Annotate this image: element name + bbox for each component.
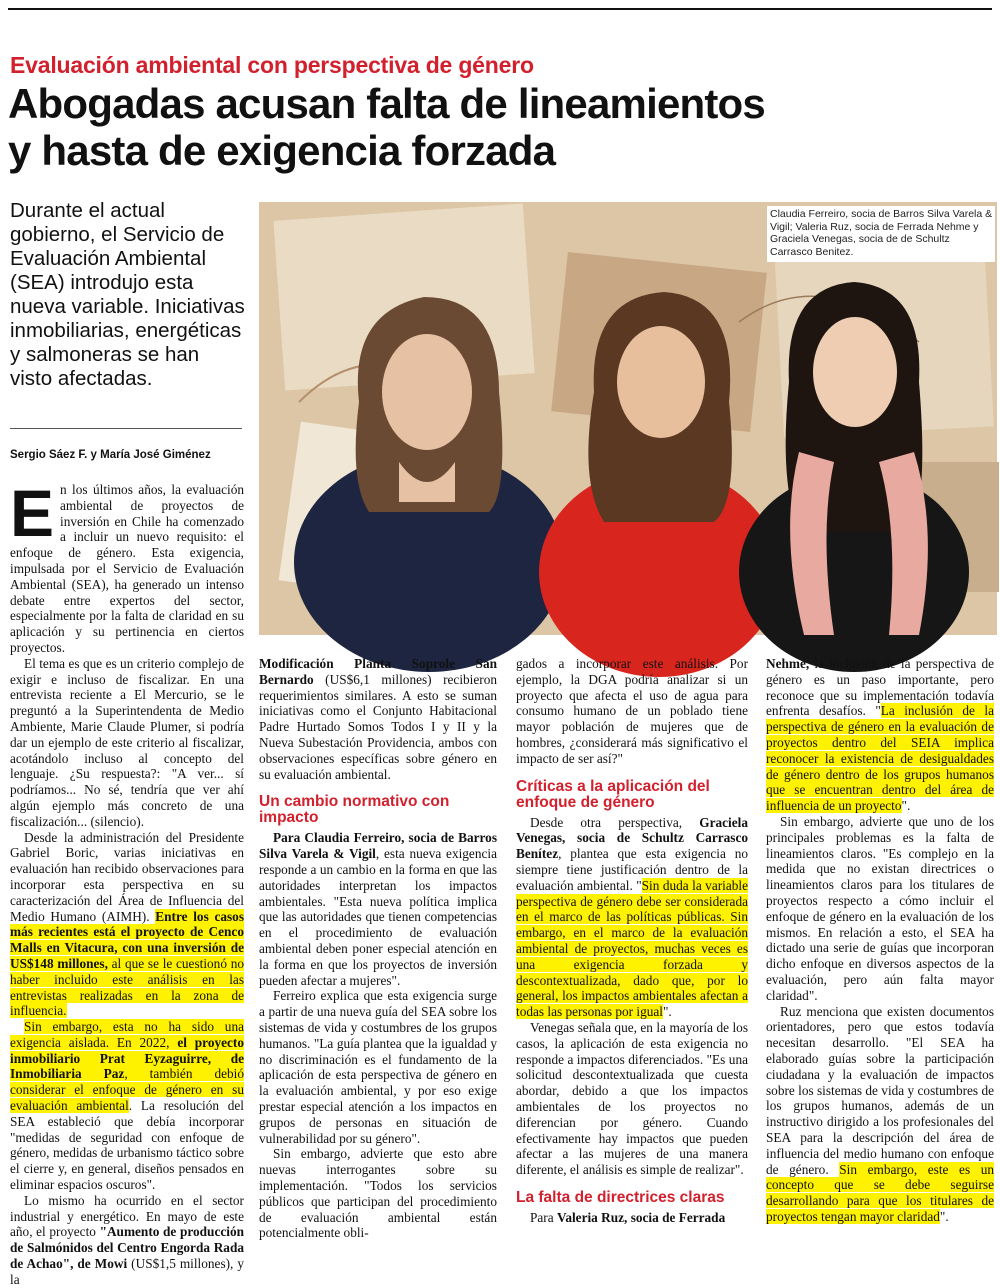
paragraph: Venegas señala que, en la mayoría de los casos, la aplicación de esta exigencia no responde a impactos diferenciados. "Es una solicitud descontextualizada que cuesta abordar, debido a que los impactos ambientales de los proyectos no diferencian por género. Cuando efectivamente hay impactos que pueden afectar a las mujeres de una manera diferente, el análisis es simple de realizar". — [516, 1019, 748, 1178]
paragraph: Sin embargo, advierte que esto abre nuevas interrogantes sobre su implementación. "Todos los servicios públicos que participan del procedimiento de evaluación ambiental están potencialmente obli- — [259, 1146, 497, 1241]
top-rule — [8, 8, 992, 10]
paragraph: Para Valeria Ruz, socia de Ferrada — [530, 1209, 726, 1225]
photo-illustration — [259, 202, 997, 635]
paragraph: Desde otra perspectiva, Graciela Venegas, socia de Schultz Carrasco Benítez, plantea que esta exigencia no siempre tiene justificación dentro de la evaluación ambiental. "Sin duda la variable perspectiva de género debe ser considerada en el marco de las políticas públicas. Sin embargo, en el marco de la evaluación ambiental de proyectos, muchas veces es una exigencia forzada y descontextualizada, dado que, por lo general, los impactos ambientales afectan a todas las personas por igual". — [516, 814, 748, 1020]
byline: Sergio Sáez F. y María José Giménez — [10, 449, 211, 461]
highlight: Sin embargo, este es un concepto que se debe seguirse desarrollando para que los titulares de proyectos tengan mayor claridad — [766, 1161, 995, 1224]
paragraph: El tema es que es un criterio complejo de exigir e incluso de fiscalizar. En una entrevista reciente a El Mercurio, se le preguntó a la Superintendenta de Medio Ambiente, Marie Claude Plumer, si podría dar un ejemplo de este criterio al fiscalizar, acotándolo incluso al concepto del lenguaje. ¿Su respuesta?: "A ver... sí podríamos... No sé, tendría que ver ahí algún ejemplo más concreto de una fiscalización... (silencio). — [10, 655, 244, 829]
paragraph: gados a incorporar este análisis. Por ejemplo, la DGA podría analizar si un proyecto que afecta el uso de agua para consumo humano de un poblado tiene mayor población de mujeres que de hombres, ¿considerará más significativo el impacto de ser así?" — [516, 656, 748, 766]
paragraph: Nehme, la inclusión de la perspectiva de género es un paso importante, pero reconoce que su implementación todavía enfrenta desafíos. "La inclusión de la perspectiva de género en la evaluación de proyectos dentro del SEIA implica reconocer la existencia de desigualdades de género dentro de los grupos humanos que se encuentran dentro del área de influencia de un proyecto". — [766, 656, 994, 814]
subheading: La falta de directrices claras — [516, 1188, 725, 1206]
highlight: La inclusión de la perspectiva de género en la evaluación de proyectos dentro del SEIA implica reconocer la existencia de desigualdades de género dentro de los grupos humanos que se encuentran dentro del área de influencia de un proyecto — [766, 703, 994, 814]
paragraph: Desde la administración del Presidente Gabriel Boric, varias iniciativas en evaluación han recibido observaciones para incorporar esta perspectiva en su caracterización del Área de Influencia del Medio Humano (AIMH). Entre los casos más recientes está el proyecto de Cenco Malls en Vitacura, con una inversión de US$148 millones, al que se le cuestionó no haber incluido este análisis en las entrevistas realizadas en la zona de influencia. — [10, 829, 244, 1019]
paragraph: Lo mismo ha ocurrido en el sector industrial y energético. En mayo de este año, el proyecto "Aumento de producción de Salmónidos del Centro Engorda Rada de Achao", de Mowi (US$1,5 millones), y la — [10, 1192, 245, 1287]
highlight: Entre los casos más recientes está el proyecto de Cenco Malls en Vitacura, con una inversión de US$148 millones, al que se le cuestionó no haber incluido este análisis en las entrevistas realizadas en la zona de influencia. — [10, 908, 244, 1019]
article-photo — [259, 202, 997, 635]
body-column-1 — [10, 476, 245, 1288]
drop-cap: E — [10, 476, 55, 550]
paragraph: Para Claudia Ferreiro, socia de Barros Silva Varela & Vigil, esta nueva exigencia responde a un cambio en la forma en que las autoridades interpretan los impactos ambientales. "Esta nueva política implica que las autoridades que tienen competencias en el procedimiento de evaluación ambiental deben poner especial atención en la forma en que los proyectos de inversión pueden afectar a mujeres". — [259, 830, 497, 988]
deck: Durante el actual gobierno, el Servicio de Evaluación Ambiental (SEA) introdujo esta nueva variable. Iniciativas inmobiliarias, energéticas y salmoneras se han visto afectadas. — [10, 199, 245, 390]
paragraph: Sin embargo, esta no ha sido una exigencia aislada. En 2022, el proyecto inmobiliario Prat Eyzaguirre, de Inmobiliaria Paz, también debió considerar el enfoque de género en su evaluación ambiental. La resolución del SEA estableció que debía incorporar "medidas de seguridad con enfoque de género, medidas de urbanismo táctico sobre el cierre y, en general, diseños pensados en eliminar espacios oscuros". — [10, 1019, 245, 1193]
headline-line-2: y hasta de exigencia forzada — [8, 127, 556, 174]
body-column-3 — [516, 656, 748, 1226]
headline — [8, 80, 988, 174]
paragraph: Modificación Planta Soprole San Bernardo (US$6,1 millones) recibieron requerimientos similares. A esto se suman iniciativas como el Conjunto Habitacional Padre Hurtado Somos Todos I y II y la Nueva Subestación Providencia, ambos con observaciones específicas sobre género en su evaluación ambiental. — [259, 656, 497, 782]
subheading: Un cambio normativo con impacto — [259, 793, 450, 827]
paragraph: Sin embargo, advierte que uno de los principales problemas es la falta de lineamientos claros. "Es complejo en la medida que no existan directrices o lineamientos claros para los titulares de proyectos respecto a cómo incluir el enfoque de género en la evaluación de los mismos. En relación a esto, el SEA ha dictado una serie de guías que incorporan dicho enfoque en diversos aspectos de la evaluación, pero aún falta mayor claridad". — [766, 813, 994, 1003]
deck-divider — [10, 428, 242, 429]
highlight: Sin embargo, esta no ha sido una exigencia aislada. En 2022, el proyecto inmobiliario Prat Eyzaguirre, de Inmobiliaria Paz, también debió considerar el enfoque de género en su evaluación ambiental — [10, 1019, 245, 1114]
kicker: Evaluación ambiental con perspectiva de género — [10, 52, 534, 78]
body-column-4 — [766, 656, 994, 1225]
photo-caption: Claudia Ferreiro, socia de Barros Silva Varela & Vigil; Valeria Ruz, socia de Ferrada Nehme y Graciela Venegas, socia de de Schultz Carrasco Benitez. — [767, 206, 995, 262]
headline-line-1: Abogadas acusan falta de lineamientos — [8, 80, 765, 127]
paragraph: En los últimos años, la evaluación ambiental de proyectos de inversión en Chile ha comenzado a incluir un nuevo requisito: el enfoque de género. Esta exigencia, impulsada por el Servicio de Evaluación Ambiental (SEA), ha generado un intenso debate entre expertos del sector, especialmente por la falta de claridad en su aplicación y su pertinencia en ciertos proyectos. — [10, 476, 244, 655]
paragraph: Ruz menciona que existen documentos orientadores, pero que estos todavía necesitan desarrollo. "El SEA ha elaborado guías sobre la participación ciudadana y la evaluación de impactos sobre los sistemas de vida y costumbres de los grupos humanos, además de un instructivo dirigido a los profesionales del SEA para la descripción del área de influencia del medio humano con enfoque de género. Sin embargo, este es un concepto que se debe seguirse desarrollando para que los titulares de proyectos tengan mayor claridad". — [766, 1003, 995, 1224]
body-column-2 — [259, 656, 497, 1241]
highlight: Sin duda la variable perspectiva de género debe ser considerada en el marco de las políticas públicas. Sin embargo, en el marco de la evaluación ambiental de proyectos, muchas veces es una exigencia forzada y descontextualizada, dado que, por lo general, los impactos ambientales afectan a todas las personas por igual — [516, 877, 748, 1020]
paragraph: Ferreiro explica que esta exigencia surge a partir de una nueva guía del SEA sobre los sistemas de vida y costumbres de los grupos humanos. "La guía plantea que la igualdad y no discriminación es el fundamento de la aplicación de esta perspectiva de género en la evaluación ambiental, y por eso exige prestar especial atención a los impactos en grupos de personas en situación de vulnerabilidad por su género". — [259, 988, 497, 1146]
subheading: Críticas a la aplicación del enfoque de género — [516, 777, 710, 811]
